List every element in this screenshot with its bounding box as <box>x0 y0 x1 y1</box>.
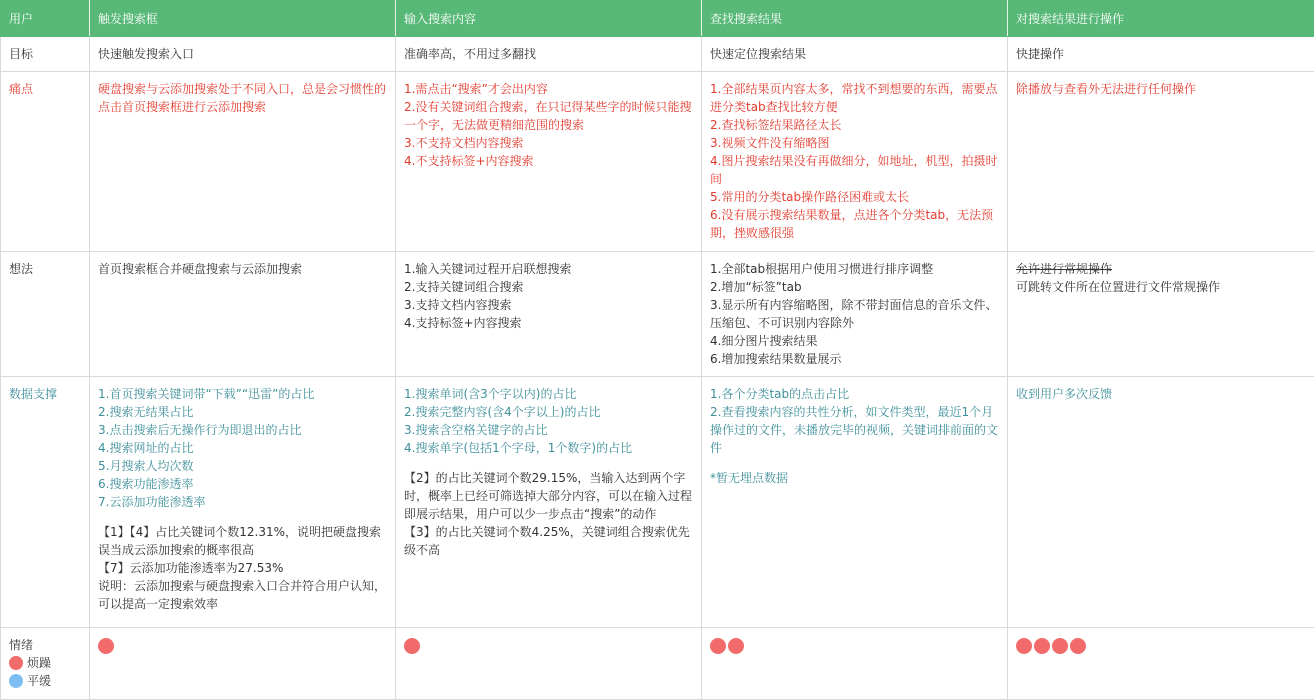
list-line: 除播放与查看外无法进行任何操作 <box>1016 80 1306 98</box>
data-c1-list <box>98 385 387 511</box>
list-line: 2.搜索无结果占比 <box>98 403 387 421</box>
emotion-cell-2 <box>396 628 702 700</box>
list-line: 2.支持关键词组合搜索 <box>404 278 693 296</box>
list-line: 2.查找标签结果路径太长 <box>710 116 999 134</box>
data-cell-3 <box>702 377 1008 628</box>
data-cell-2 <box>396 377 702 628</box>
legend-irritated-label: 烦躁 <box>27 654 51 672</box>
list-line: 3.支持文档内容搜索 <box>404 296 693 314</box>
goal-cell-1: 快速触发搜索入口 <box>90 37 396 72</box>
idea-label: 想法 <box>1 252 90 377</box>
calm-dot-icon <box>9 674 23 688</box>
list-line: 3.点击搜索后无操作行为即退出的占比 <box>98 421 387 439</box>
list-line: 【1】【4】占比关键词个数12.31%，说明把硬盘搜索误当成云添加搜索的概率很高 <box>98 523 387 559</box>
list-line: 3.视频文件没有缩略图 <box>710 134 999 152</box>
list-line: 4.图片搜索结果没有再做细分，如地址，机型，拍摄时间 <box>710 152 999 188</box>
list-line: 硬盘搜索与云添加搜索处于不同入口，总是会习惯性的点击首页搜索框进行云添加搜索 <box>98 80 387 116</box>
idea-c4-struck-text: 允许进行常规操作 <box>1016 260 1306 278</box>
list-line: 4.搜索单字(包括1个字母，1个数字)的占比 <box>404 439 693 457</box>
list-line: 6.搜索功能渗透率 <box>98 475 387 493</box>
irritated-dot-icon <box>1034 638 1050 654</box>
emotion-row <box>1 628 1314 700</box>
goal-cell-4: 快捷操作 <box>1008 37 1314 72</box>
list-line: 2.搜索完整内容(含4个字以上)的占比 <box>404 403 693 421</box>
list-line: 收到用户多次反馈 <box>1016 385 1306 403</box>
list-line: 3.显示所有内容缩略图，除不带封面信息的音乐文件、压缩包、不可识别内容除外 <box>710 296 999 332</box>
data-c4-list <box>1016 385 1306 403</box>
data-c2-list <box>404 385 693 457</box>
list-line: 1.输入关键词过程开启联想搜索 <box>404 260 693 278</box>
list-line: 4.支持标签+内容搜索 <box>404 314 693 332</box>
list-line: 7.云添加功能渗透率 <box>98 493 387 511</box>
pain-label: 痛点 <box>1 72 90 252</box>
list-line: 1.全部结果页内容太多，常找不到想要的东西，需要点进分类tab查找比较方便 <box>710 80 999 116</box>
list-line: 6.增加搜索结果数量展示 <box>710 350 999 368</box>
list-line: 1.首页搜索关键词带“下载”“迅雷”的占比 <box>98 385 387 403</box>
list-line: 3.搜索含空格关键字的占比 <box>404 421 693 439</box>
irritated-dot-icon <box>1052 638 1068 654</box>
pain-row <box>1 72 1314 252</box>
goal-label: 目标 <box>1 37 90 72</box>
list-line: 说明：云添加搜索与硬盘搜索入口合并符合用户认知，可以提高一定搜索效率 <box>98 577 387 613</box>
emotion-label-cell <box>1 628 90 700</box>
irritated-dot-icon <box>710 638 726 654</box>
data-row <box>1 377 1314 628</box>
list-line: 6.没有展示搜索结果数量，点进各个分类tab，无法预期，挫败感很强 <box>710 206 999 242</box>
header-input-search: 输入搜索内容 <box>396 1 702 37</box>
idea-row <box>1 252 1314 377</box>
header-user: 用户 <box>1 1 90 37</box>
list-line: 5.月搜索人均次数 <box>98 457 387 475</box>
data-label: 数据支撑 <box>1 377 90 628</box>
list-line: 4.细分图片搜索结果 <box>710 332 999 350</box>
data-cell-1 <box>90 377 396 628</box>
data-c1-notes <box>98 523 387 613</box>
legend-irritated <box>9 654 81 672</box>
list-line: 1.需点击“搜索”才会出内容 <box>404 80 693 98</box>
data-c3-list <box>710 385 999 457</box>
idea-cell-2 <box>396 252 702 377</box>
goal-row <box>1 37 1314 72</box>
data-c3-note: *暂无埋点数据 <box>710 469 999 487</box>
irritated-dot-icon <box>1070 638 1086 654</box>
list-line: 首页搜索框合并硬盘搜索与云添加搜索 <box>98 260 387 278</box>
goal-cell-3: 快速定位搜索结果 <box>702 37 1008 72</box>
list-line: 4.搜索网址的占比 <box>98 439 387 457</box>
pain-cell-4 <box>1008 72 1314 252</box>
list-line: 1.全部tab根据用户使用习惯进行排序调整 <box>710 260 999 278</box>
list-line: 2.增加“标签”tab <box>710 278 999 296</box>
irritated-dot-icon <box>728 638 744 654</box>
emotion-cell-3 <box>702 628 1008 700</box>
legend-calm-label: 平缓 <box>27 672 51 690</box>
pain-cell-3 <box>702 72 1008 252</box>
list-line: 1.各个分类tab的点击占比 <box>710 385 999 403</box>
list-line: 4.不支持标签+内容搜索 <box>404 152 693 170</box>
irritated-dot-icon <box>404 638 420 654</box>
list-line: 5.常用的分类tab操作路径困难或太长 <box>710 188 999 206</box>
header-trigger-search: 触发搜索框 <box>90 1 396 37</box>
list-line: 2.没有关键词组合搜索，在只记得某些字的时候只能搜一个字，无法做更精细范围的搜索 <box>404 98 693 134</box>
legend-calm <box>9 672 81 690</box>
emotion-label: 情绪 <box>9 636 81 654</box>
header-operate-results: 对搜索结果进行操作 <box>1008 1 1314 37</box>
header-row <box>1 1 1314 37</box>
irritated-dot-icon <box>1016 638 1032 654</box>
idea-c4-text: 可跳转文件所在位置进行文件常规操作 <box>1016 278 1306 296</box>
emotion-cell-1 <box>90 628 396 700</box>
list-line: 1.搜索单词(含3个字以内)的占比 <box>404 385 693 403</box>
idea-cell-4 <box>1008 252 1314 377</box>
data-cell-4 <box>1008 377 1314 628</box>
pain-cell-1 <box>90 72 396 252</box>
list-line: 【7】云添加功能渗透率为27.53% <box>98 559 387 577</box>
list-line: 3.不支持文档内容搜索 <box>404 134 693 152</box>
idea-cell-3 <box>702 252 1008 377</box>
goal-cell-2: 准确率高，不用过多翻找 <box>396 37 702 72</box>
emotion-cell-4 <box>1008 628 1314 700</box>
irritated-dot-icon <box>9 656 23 670</box>
data-c2-notes <box>404 469 693 559</box>
pain-cell-2 <box>396 72 702 252</box>
list-line: 【3】的占比关键词个数4.25%，关键词组合搜索优先级不高 <box>404 523 693 559</box>
list-line: 【2】的占比关键词个数29.15%，当输入达到两个字时，概率上已经可筛选掉大部分内容，可以在输入过程即展示结果，用户可以少一步点击“搜索”的动作 <box>404 469 693 523</box>
list-line: 2.查看搜索内容的共性分析，如文件类型，最近1个月操作过的文件，未播放完毕的视频，关键词排前面的文件 <box>710 403 999 457</box>
idea-cell-1 <box>90 252 396 377</box>
header-find-results: 查找搜索结果 <box>702 1 1008 37</box>
irritated-dot-icon <box>98 638 114 654</box>
